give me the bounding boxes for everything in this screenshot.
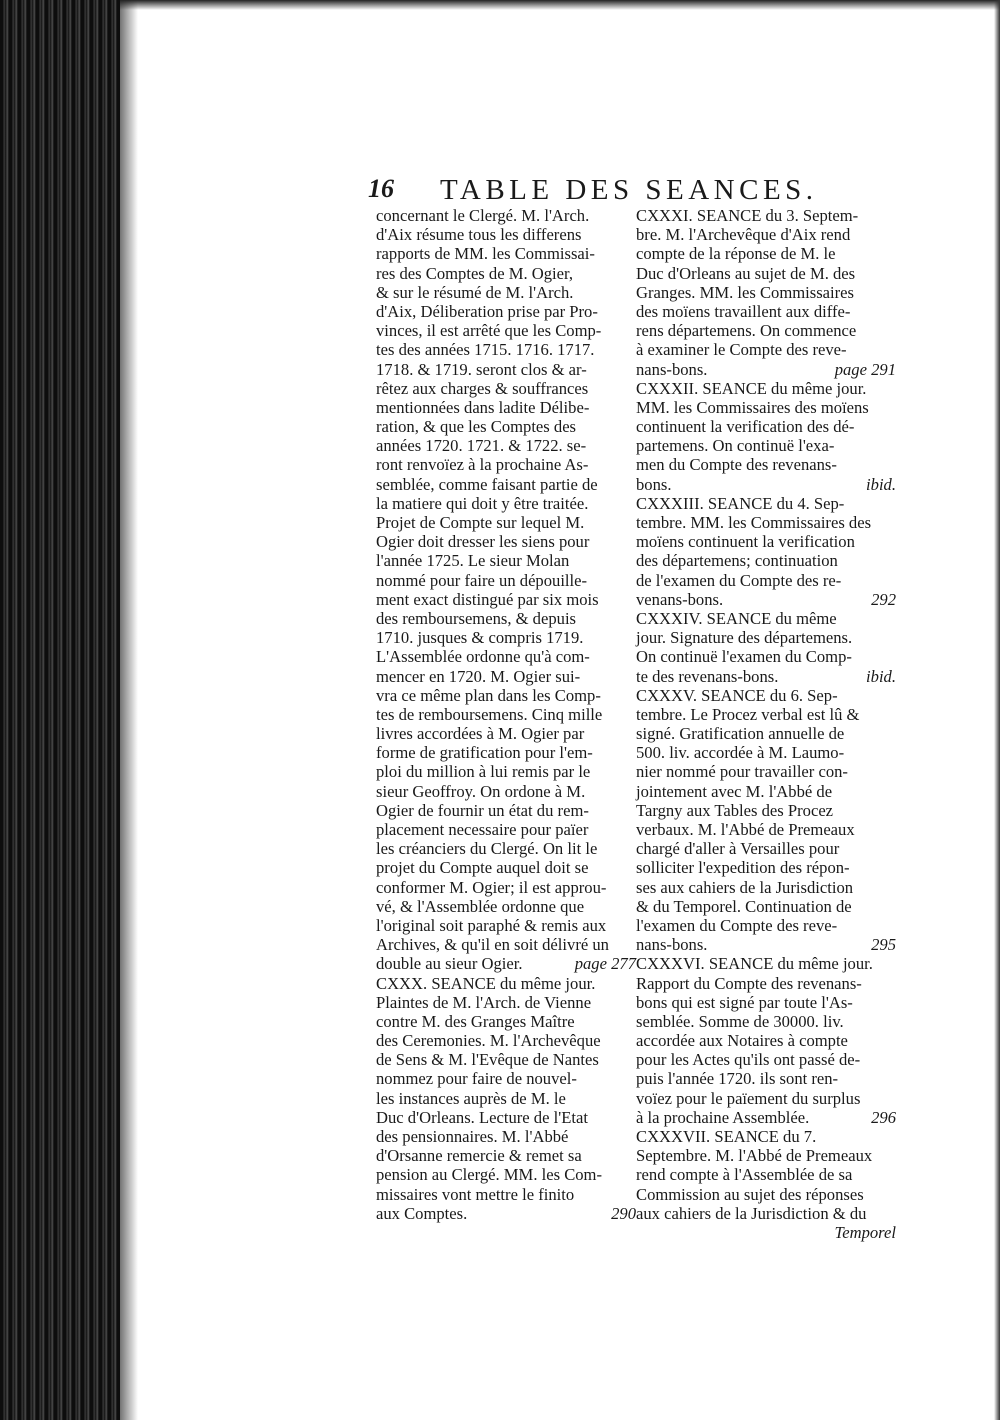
text-line: [636, 551, 896, 570]
line-text: men du Compte des revenans-: [636, 455, 837, 475]
text-line: [376, 475, 636, 494]
line-text: Archives, & qu'il en soit délivré un: [376, 935, 609, 955]
text-line: [376, 1069, 636, 1088]
line-text: CXXXIV. SEANCE du même: [636, 608, 837, 628]
text-line: [636, 455, 896, 474]
page-reference: 290: [611, 1203, 636, 1223]
line-text: Duc d'Orleans. Lecture de l'Etat: [376, 1107, 588, 1127]
running-title: TABLE DES SEANCES.: [440, 174, 818, 206]
text-line: [376, 551, 636, 570]
text-line: [376, 667, 636, 686]
text-line: [376, 801, 636, 820]
text-line: [376, 897, 636, 916]
text-line: [376, 379, 636, 398]
line-text: On continuë l'examen du Comp-: [636, 647, 852, 667]
line-text: vé, & l'Assemblée ordonne que: [376, 896, 585, 916]
text-line: [376, 264, 636, 283]
line-text: CXXXV. SEANCE du 6. Sep-: [636, 685, 838, 705]
line-text: & du Temporel. Continuation de: [636, 896, 852, 916]
line-text: des départemens; continuation: [636, 551, 838, 571]
line-text: 500. liv. accordée à M. Laumo-: [636, 743, 845, 763]
line-text: bons.: [636, 474, 672, 494]
line-text: des pensionnaires. M. l'Abbé: [376, 1127, 569, 1146]
line-text: Ogier doit dresser les siens pour: [376, 532, 590, 552]
line-text: accordée aux Notaires à compte: [636, 1031, 848, 1051]
line-text: venans-bons.: [636, 589, 724, 609]
line-text: semblée, comme faisant partie de: [376, 474, 598, 494]
text-line: [376, 743, 636, 762]
text-line: [636, 283, 896, 302]
text-line: [636, 667, 896, 686]
text-line: [636, 513, 896, 532]
line-text: te des revenans-bons.: [636, 666, 779, 686]
text-line: [376, 1204, 636, 1223]
text-line: [376, 647, 636, 666]
line-text: ment exact distingué par six mois: [376, 589, 599, 609]
text-line: [636, 954, 896, 973]
line-text: tes de remboursemens. Cinq mille: [376, 704, 603, 724]
text-line: [636, 839, 896, 858]
text-line: [636, 878, 896, 897]
text-line: [636, 379, 896, 398]
line-text: rend compte à l'Assemblée de sa: [636, 1165, 853, 1185]
line-text: MM. les Commissaires des moïens: [636, 397, 869, 417]
line-text: solliciter l'expedition des répon-: [636, 858, 850, 878]
page-reference: 296: [871, 1107, 896, 1127]
text-line: [376, 916, 636, 935]
text-line: [376, 724, 636, 743]
line-text: verbaux. M. l'Abbé de Premeaux: [636, 820, 855, 839]
line-text: nommé pour faire un dépouille-: [376, 570, 588, 590]
line-text: projet du Compte auquel doit se: [376, 858, 589, 878]
text-line: [636, 628, 896, 647]
line-text: CXXXI. SEANCE du 3. Septem-: [636, 206, 859, 225]
text-line: [636, 743, 896, 762]
text-line: [376, 878, 636, 897]
page-reference: 295: [871, 935, 896, 955]
text-line: [376, 1185, 636, 1204]
page-reference: 292: [871, 589, 896, 609]
text-line: [376, 762, 636, 781]
text-line: [376, 686, 636, 705]
line-text: ses aux cahiers de la Jurisdiction: [636, 877, 854, 897]
text-line: [636, 762, 896, 781]
line-text: mentionnées dans ladite Délibe-: [376, 397, 590, 417]
line-text: Projet de Compte sur lequel M.: [376, 513, 585, 532]
text-line: [636, 321, 896, 340]
line-text: nans-bons.: [636, 359, 708, 379]
text-line: [636, 417, 896, 436]
text-line: [636, 705, 896, 724]
text-line: [636, 302, 896, 321]
text-line: [376, 1127, 636, 1146]
text-line: [376, 360, 636, 379]
text-line: [376, 321, 636, 340]
text-line: [636, 1050, 896, 1069]
text-line: [376, 494, 636, 513]
text-line: [636, 436, 896, 455]
text-line: [636, 398, 896, 417]
text-line: [636, 782, 896, 801]
line-text: CXXXIII. SEANCE du 4. Sep-: [636, 493, 845, 513]
line-text: 1710. jusques & compris 1719.: [376, 628, 584, 648]
line-text: Targny aux Tables des Procez: [636, 800, 834, 820]
line-text: tembre. Le Procez verbal est lû &: [636, 704, 860, 724]
text-line: [376, 705, 636, 724]
text-line: [636, 1146, 896, 1165]
text-line: [376, 935, 636, 954]
page-reference: ibid.: [866, 666, 896, 686]
line-text: de l'examen du Compte des re-: [636, 570, 842, 590]
right-column: [636, 206, 896, 1242]
line-text: les instances auprès de M. le: [376, 1088, 566, 1108]
text-line: [376, 974, 636, 993]
line-text: vinces, il est arrêté que les Comp-: [376, 321, 602, 341]
text-line: [376, 1146, 636, 1165]
text-line: [636, 897, 896, 916]
text-line: [376, 590, 636, 609]
line-text: des Ceremonies. M. l'Archevêque: [376, 1031, 601, 1051]
line-text: vra ce même plan dans les Comp-: [376, 685, 601, 705]
line-text: pension au Clergé. MM. les Com-: [376, 1165, 602, 1185]
text-line: [376, 858, 636, 877]
line-text: bre. M. l'Archevêque d'Aix rend: [636, 225, 851, 245]
line-text: années 1720. 1721. & 1722. se-: [376, 436, 587, 456]
line-text: semblée. Somme de 30000. liv.: [636, 1011, 844, 1031]
line-text: signé. Gratification annuelle de: [636, 724, 845, 744]
text-line: [376, 628, 636, 647]
line-text: CXXXVII. SEANCE du 7.: [636, 1127, 817, 1146]
text-line: [636, 590, 896, 609]
line-text: Rapport du Compte des revenans-: [636, 973, 862, 993]
text-line: [636, 1204, 896, 1223]
line-text: nier nommé pour travailler con-: [636, 762, 848, 782]
line-text: contre M. des Granges Maître: [376, 1011, 575, 1031]
text-line: [376, 1012, 636, 1031]
page-reference: ibid.: [866, 474, 896, 494]
line-text: puis l'année 1720. ils sont ren-: [636, 1069, 839, 1089]
line-text: mencer en 1720. M. Ogier sui-: [376, 666, 581, 686]
text-line: [376, 839, 636, 858]
text-line: [636, 724, 896, 743]
line-text: Plaintes de M. l'Arch. de Vienne: [376, 992, 592, 1012]
text-line: [636, 1223, 896, 1242]
text-line: [636, 1185, 896, 1204]
text-line: [376, 1108, 636, 1127]
right-scan-shadow: [994, 0, 1000, 1420]
text-line: [376, 340, 636, 359]
line-text: pour les Actes qu'ils ont passé de-: [636, 1050, 861, 1070]
line-text: rens départemens. On commence: [636, 321, 857, 341]
text-line: [636, 686, 896, 705]
line-text: res des Comptes de M. Ogier,: [376, 263, 574, 283]
line-text: à examiner le Compte des reve-: [636, 340, 847, 360]
line-text: aux cahiers de la Jurisdiction & du: [636, 1203, 867, 1223]
line-text: des moïens travaillent aux diffe-: [636, 301, 851, 321]
binding-edge: [0, 0, 120, 1420]
text-line: [636, 1069, 896, 1088]
line-text: jour. Signature des départemens.: [636, 628, 853, 648]
text-line: [376, 417, 636, 436]
page-reference: page 291: [834, 359, 896, 379]
text-line: [636, 993, 896, 1012]
text-line: [376, 954, 636, 973]
line-text: sieur Geoffroy. On ordone à M.: [376, 781, 586, 801]
line-text: L'Assemblée ordonne qu'à com-: [376, 647, 590, 667]
line-text: chargé d'aller à Versailles pour: [636, 839, 840, 859]
line-text: Duc d'Orleans au sujet de M. des: [636, 263, 856, 283]
text-line: [376, 1165, 636, 1184]
page-reference: Temporel: [834, 1222, 896, 1242]
line-text: bons qui est signé par toute l'As-: [636, 992, 853, 1012]
line-text: missaires vont mettre le finito: [376, 1184, 575, 1204]
line-text: & sur le résumé de M. l'Arch.: [376, 282, 574, 302]
left-column: [376, 206, 636, 1223]
line-text: CXXX. SEANCE du même jour.: [376, 973, 596, 993]
line-text: d'Aix résume tous les differens: [376, 225, 582, 245]
line-text: partemens. On continuë l'exa-: [636, 436, 835, 456]
text-line: [636, 360, 896, 379]
text-line: [636, 532, 896, 551]
text-line: [376, 609, 636, 628]
line-text: moïens continuent la verification: [636, 532, 855, 552]
text-line: [376, 206, 636, 225]
text-line: [376, 244, 636, 263]
text-line: [376, 225, 636, 244]
line-text: livres accordées à M. Ogier par: [376, 724, 585, 744]
text-line: [636, 916, 896, 935]
text-line: [376, 398, 636, 417]
line-text: l'original soit paraphé & remis aux: [376, 915, 607, 935]
line-text: voïez pour le païement du surplus: [636, 1088, 861, 1108]
text-line: [636, 264, 896, 283]
text-line: [376, 283, 636, 302]
text-line: [376, 1031, 636, 1050]
text-line: [636, 340, 896, 359]
page-number: 16: [368, 174, 394, 203]
text-line: [636, 225, 896, 244]
line-text: double au sieur Ogier.: [376, 954, 523, 974]
line-text: Granges. MM. les Commissaires: [636, 282, 855, 302]
line-text: d'Aix, Déliberation prise par Pro-: [376, 301, 598, 321]
line-text: des remboursemens, & depuis: [376, 608, 577, 628]
line-text: aux Comptes.: [376, 1203, 468, 1223]
text-line: [636, 858, 896, 877]
line-text: Septembre. M. l'Abbé de Premeaux: [636, 1146, 873, 1166]
line-text: jointement avec M. l'Abbé de: [636, 781, 833, 801]
page-reference: page 277: [574, 954, 636, 974]
text-line: [636, 935, 896, 954]
line-text: à la prochaine Assemblée.: [636, 1107, 810, 1127]
line-text: CXXXII. SEANCE du même jour.: [636, 378, 867, 398]
line-text: rapports de MM. les Commissai-: [376, 244, 595, 264]
text-line: [376, 782, 636, 801]
line-text: placement necessaire pour païer: [376, 820, 589, 839]
line-text: les créanciers du Clergé. On lit le: [376, 839, 598, 859]
text-line: [636, 206, 896, 225]
line-text: conformer M. Ogier; il est approu-: [376, 877, 607, 897]
line-text: la matiere qui doit y être traitée.: [376, 493, 589, 513]
text-line: [376, 571, 636, 590]
line-text: l'examen du Compte des reve-: [636, 915, 838, 935]
text-line: [636, 1031, 896, 1050]
text-line: [636, 974, 896, 993]
text-line: [636, 1108, 896, 1127]
line-text: ront renvoïez à la prochaine As-: [376, 455, 589, 475]
text-line: [636, 1127, 896, 1146]
text-line: [376, 1050, 636, 1069]
line-text: nommez pour faire de nouvel-: [376, 1069, 577, 1089]
text-line: [376, 302, 636, 321]
text-line: [376, 820, 636, 839]
text-line: [636, 475, 896, 494]
text-line: [376, 513, 636, 532]
line-text: compte de la réponse de M. le: [636, 244, 836, 264]
text-line: [636, 1012, 896, 1031]
line-text: Commission au sujet des réponses: [636, 1184, 864, 1204]
line-text: forme de gratification pour l'em-: [376, 743, 593, 763]
line-text: nans-bons.: [636, 935, 708, 955]
text-line: [636, 244, 896, 263]
text-line: [376, 1089, 636, 1108]
line-text: concernant le Clergé. M. l'Arch.: [376, 206, 590, 225]
line-text: CXXXVI. SEANCE du même jour.: [636, 954, 873, 974]
text-line: [636, 571, 896, 590]
line-text: tes des années 1715. 1716. 1717.: [376, 340, 595, 360]
line-text: rêtez aux charges & souffrances: [376, 378, 589, 398]
text-line: [636, 494, 896, 513]
text-line: [636, 647, 896, 666]
text-line: [636, 609, 896, 628]
text-line: [376, 993, 636, 1012]
text-line: [376, 436, 636, 455]
text-line: [376, 455, 636, 474]
text-line: [636, 820, 896, 839]
text-line: [636, 1089, 896, 1108]
text-line: [636, 801, 896, 820]
top-scan-shadow: [120, 0, 1000, 10]
line-text: de Sens & M. l'Evêque de Nantes: [376, 1050, 599, 1070]
line-text: ploi du million à lui remis par le: [376, 762, 591, 782]
line-text: continuent la verification des dé-: [636, 417, 855, 437]
line-text: d'Orsanne remercie & remet sa: [376, 1146, 582, 1166]
text-line: [376, 532, 636, 551]
line-text: 1718. & 1719. seront clos & ar-: [376, 359, 587, 379]
line-text: tembre. MM. les Commissaires des: [636, 513, 872, 532]
line-text: l'année 1725. Le sieur Molan: [376, 551, 570, 571]
text-line: [636, 1165, 896, 1184]
line-text: ration, & que les Comptes des: [376, 417, 577, 437]
line-text: Ogier de fournir un état du rem-: [376, 800, 589, 820]
